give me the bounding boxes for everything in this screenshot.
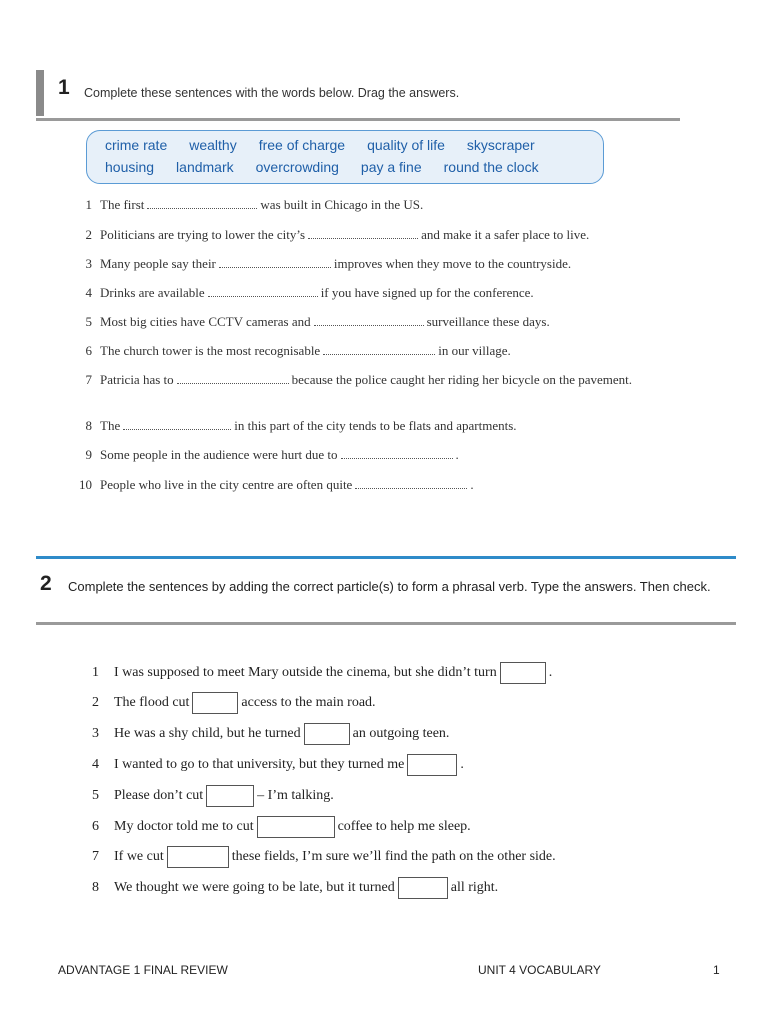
exercise-2-sentence <box>92 754 464 776</box>
sentence-text: Many people say their <box>100 256 216 271</box>
sentence-text: He was a shy child, but he turned <box>114 726 301 741</box>
sentence-number: 5 <box>85 314 92 329</box>
sentence-text: Patricia has to <box>100 372 174 387</box>
word-bank-item[interactable]: round the clock <box>443 159 539 175</box>
sentence-text: The church tower is the most recognisable <box>100 343 321 358</box>
sentence-number: 1 <box>92 665 99 680</box>
answer-input[interactable] <box>192 692 238 714</box>
sentence-number: 7 <box>85 372 92 387</box>
sentence-text: . <box>548 665 553 680</box>
sentence-number: 8 <box>92 880 99 895</box>
answer-input[interactable] <box>257 816 335 838</box>
sentence-number: 8 <box>85 418 92 433</box>
sentence-text: I was supposed to meet Mary outside the cinema, but she didn’t turn <box>114 665 497 680</box>
sentence-text: surveillance these days. <box>426 314 550 329</box>
drop-target-blank[interactable] <box>355 478 467 489</box>
exercise-1-divider <box>36 118 680 121</box>
sentence-number: 2 <box>85 227 92 242</box>
sentence-text: . <box>460 757 464 772</box>
word-bank-item[interactable]: skyscraper <box>466 137 535 153</box>
answer-input[interactable] <box>304 723 350 745</box>
footer-unit-title: UNIT 4 VOCABULARY <box>478 963 601 977</box>
word-bank-item[interactable]: pay a fine <box>360 159 422 175</box>
drop-target-blank[interactable] <box>314 315 424 326</box>
sentence-number: 4 <box>85 285 92 300</box>
exercise-1-header <box>36 70 680 122</box>
sentence-text: – I’m talking. <box>257 788 334 803</box>
sentence-text: Politicians are trying to lower the city’s <box>100 227 306 242</box>
sentence-text: and make it a safer place to live. <box>421 227 590 242</box>
sentence-text: The <box>100 418 121 433</box>
word-bank-item[interactable]: quality of life <box>367 137 445 153</box>
answer-input[interactable] <box>407 754 457 776</box>
drop-target-blank[interactable] <box>323 344 435 355</box>
exercise-2-sentence <box>92 846 556 868</box>
sentence-text: these fields, I’m sure we’ll find the path on the other side. <box>231 849 556 864</box>
drop-target-blank[interactable] <box>308 228 418 239</box>
sentence-text: coffee to help me sleep. <box>337 819 471 834</box>
sentence-text: The flood cut <box>114 695 190 710</box>
sentence-text: because the police caught her riding her bicycle on the pavement. <box>291 372 633 387</box>
sentence-text: People who live in the city centre are often quite <box>100 477 353 492</box>
sentence-text: in our village. <box>438 343 511 358</box>
exercise-2-sentence <box>92 785 334 807</box>
footer-page-number: 1 <box>713 963 720 977</box>
answer-input[interactable] <box>398 877 448 899</box>
exercise-1-accent-bar <box>36 70 44 116</box>
sentence-text: access to the main road. <box>241 695 376 710</box>
word-bank-item[interactable]: free of charge <box>258 137 346 153</box>
sentence-text: Drinks are available <box>100 285 205 300</box>
answer-input[interactable] <box>206 785 254 807</box>
sentence-number: 1 <box>85 197 92 212</box>
sentence-number: 5 <box>92 788 99 803</box>
sentence-text: if you have signed up for the conference. <box>320 285 534 300</box>
sentence-text: was built in Chicago in the US. <box>260 197 424 212</box>
sentence-text: improves when they move to the countryside. <box>333 256 572 271</box>
answer-input[interactable] <box>500 662 546 684</box>
sentence-number: 10 <box>79 477 92 492</box>
exercise-2-divider <box>36 622 736 625</box>
sentence-text: Most big cities have CCTV cameras and <box>100 314 311 329</box>
exercise-2-instruction: Complete the sentences by adding the correct particle(s) to form a phrasal verb. Type the answers. Then check. <box>68 579 711 594</box>
exercise-1-number: 1 <box>58 76 70 99</box>
sentence-number: 3 <box>85 256 92 271</box>
drop-target-blank[interactable] <box>147 198 257 209</box>
sentence-text: My doctor told me to cut <box>114 819 254 834</box>
sentence-text: We thought we were going to be late, but it turned <box>114 880 395 895</box>
sentence-text: Some people in the audience were hurt due to <box>100 447 338 462</box>
footer-course-title: ADVANTAGE 1 FINAL REVIEW <box>58 963 228 977</box>
sentence-text: . <box>470 477 474 492</box>
drop-target-blank[interactable] <box>123 419 231 430</box>
word-bank-item[interactable]: crime rate <box>105 137 168 153</box>
word-bank-item[interactable]: landmark <box>176 159 234 175</box>
exercise-2-sentence <box>92 877 498 899</box>
drop-target-blank[interactable] <box>341 448 453 459</box>
word-bank-row-1 <box>105 137 557 153</box>
word-bank-row-2 <box>105 159 561 175</box>
exercise-2-number: 2 <box>40 572 52 595</box>
exercise-2-sentence <box>92 662 552 684</box>
exercise-1-instruction: Complete these sentences with the words below. Drag the answers. <box>84 86 460 100</box>
sentence-text: Please don’t cut <box>114 788 204 803</box>
sentence-text: If we cut <box>114 849 164 864</box>
sentence-number: 3 <box>92 726 99 741</box>
sentence-number: 9 <box>85 447 92 462</box>
word-bank-item[interactable]: wealthy <box>189 137 237 153</box>
exercise-2-sentence <box>92 692 376 714</box>
sentence-text: The first <box>100 197 145 212</box>
exercise-2-top-divider <box>36 556 736 559</box>
exercise-2-sentence <box>92 723 449 745</box>
sentence-text: I wanted to go to that university, but they turned me <box>114 757 405 772</box>
word-bank-item[interactable]: overcrowding <box>255 159 339 175</box>
sentence-number: 6 <box>85 343 92 358</box>
sentence-number: 6 <box>92 819 99 834</box>
word-bank <box>86 130 604 184</box>
drop-target-blank[interactable] <box>219 257 331 268</box>
sentence-number: 7 <box>92 849 99 864</box>
drop-target-blank[interactable] <box>208 286 318 297</box>
sentence-text: all right. <box>450 880 499 895</box>
sentence-number: 2 <box>92 695 99 710</box>
drop-target-blank[interactable] <box>177 373 289 384</box>
sentence-text: an outgoing teen. <box>352 726 450 741</box>
sentence-number: 4 <box>92 757 99 772</box>
sentence-text: . <box>455 447 459 462</box>
sentence-text: in this part of the city tends to be flats and apartments. <box>234 418 517 433</box>
answer-input[interactable] <box>167 846 229 868</box>
exercise-2-sentence <box>92 816 471 838</box>
word-bank-item[interactable]: housing <box>105 159 155 175</box>
